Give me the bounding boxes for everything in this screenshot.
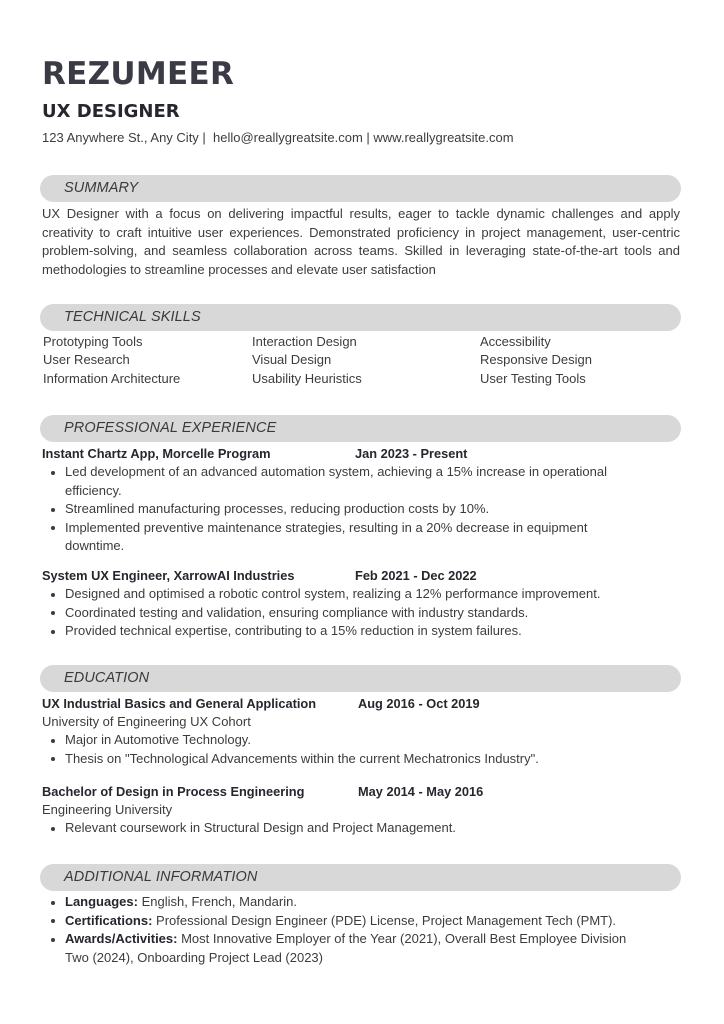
section-title: TECHNICAL SKILLS [64,309,201,325]
job-title: System UX Engineer, XarrowAI Industries [42,568,295,583]
school-name: University of Engineering UX Cohort [42,714,251,729]
job-title: Instant Chartz App, Morcelle Program [42,446,271,461]
bullet-item: Streamlined manufacturing processes, reducing production costs by 10%. [42,500,642,519]
skills-column-1 [43,333,180,388]
skill-item: Responsive Design [480,352,593,368]
bullet-item: Provided technical expertise, contributing to a 15% reduction in system failures. [42,622,682,641]
bullet-item: Designed and optimised a robotic control system, realizing a 12% performance improvement. [42,585,682,604]
bullet-label: Languages: [65,894,138,909]
bullet-item: Coordinated testing and validation, ensuring compliance with industry standards. [42,604,682,623]
degree-dates: May 2014 - May 2016 [358,784,484,799]
bullet-text: Most Innovative Employer of the Year (2021), Overall Best Employee Division Two (2024), Onboarding Project Lead (2023) [65,931,627,965]
skill-item: Visual Design [252,352,332,368]
job-dates: Feb 2021 - Dec 2022 [355,568,477,583]
education-bullets [42,731,682,768]
skill-item: Interaction Design [252,334,357,349]
section-title: EDUCATION [64,670,150,686]
skills-column-2 [252,333,362,388]
bullet-item: Led development of an advanced automation system, achieving a 15% increase in operational efficiency. [42,463,642,500]
skill-item: Accessibility [480,334,551,349]
skill-item: Information Architecture [43,370,181,386]
skills-section-header [40,304,681,331]
degree-dates: Aug 2016 - Oct 2019 [358,696,480,711]
education-section-header [40,665,681,692]
additional-bullets [42,893,652,967]
bullet-item [42,930,652,967]
job-dates: Jan 2023 - Present [355,446,468,461]
bullet-item: Implemented preventive maintenance strategies, resulting in a 20% decrease in equipment downtime. [42,519,642,556]
candidate-name: REZUMEER [42,56,235,92]
additional-section-header [40,864,681,891]
summary-text: UX Designer with a focus on delivering impactful results, eager to tackle dynamic challenges and apply creativity to craft intuitive user experiences. Demonstrated proficiency in project management, user-centric problem-solving, and seamless collaboration across teams. Skilled in leveraging state-of-the-art tools and methodologies to streamline processes and elevate user satisfaction [42,206,680,277]
degree-title: Bachelor of Design in Process Engineering [42,784,305,799]
summary-section-header [40,175,681,202]
bullet-item: Thesis on "Technological Advancements within the current Mechatronics Industry". [42,750,682,769]
section-title: PROFESSIONAL EXPERIENCE [64,420,277,436]
skills-column-3 [480,333,592,388]
contact-line: 123 Anywhere St., Any City | hello@reallygreatsite.com | www.reallygreatsite.com [42,130,514,145]
skill-item: Prototyping Tools [43,334,143,349]
candidate-role: UX DESIGNER [42,101,180,122]
bullet-item: Relevant coursework in Structural Design and Project Management. [42,819,682,838]
bullet-item: Major in Automotive Technology. [42,731,682,750]
skill-item: User Research [43,352,130,368]
bullet-label: Awards/Activities: [65,931,178,946]
section-title: ADDITIONAL INFORMATION [64,869,258,885]
experience-section-header [40,415,681,442]
bullet-item [42,912,652,931]
section-title: SUMMARY [64,180,139,196]
school-name: Engineering University [42,802,173,817]
job-bullets [42,585,682,641]
bullet-label: Certifications: [65,912,153,928]
job-bullets [42,463,642,556]
degree-title: UX Industrial Basics and General Application [42,696,317,711]
bullet-text: English, French, Mandarin. [137,894,297,909]
skill-item: Usability Heuristics [252,370,362,386]
skill-item: User Testing Tools [480,370,586,386]
bullet-text: Professional Design Engineer (PDE) License, Project Management Tech (PMT). [152,912,617,928]
education-bullets [42,819,682,838]
bullet-item [42,893,652,912]
